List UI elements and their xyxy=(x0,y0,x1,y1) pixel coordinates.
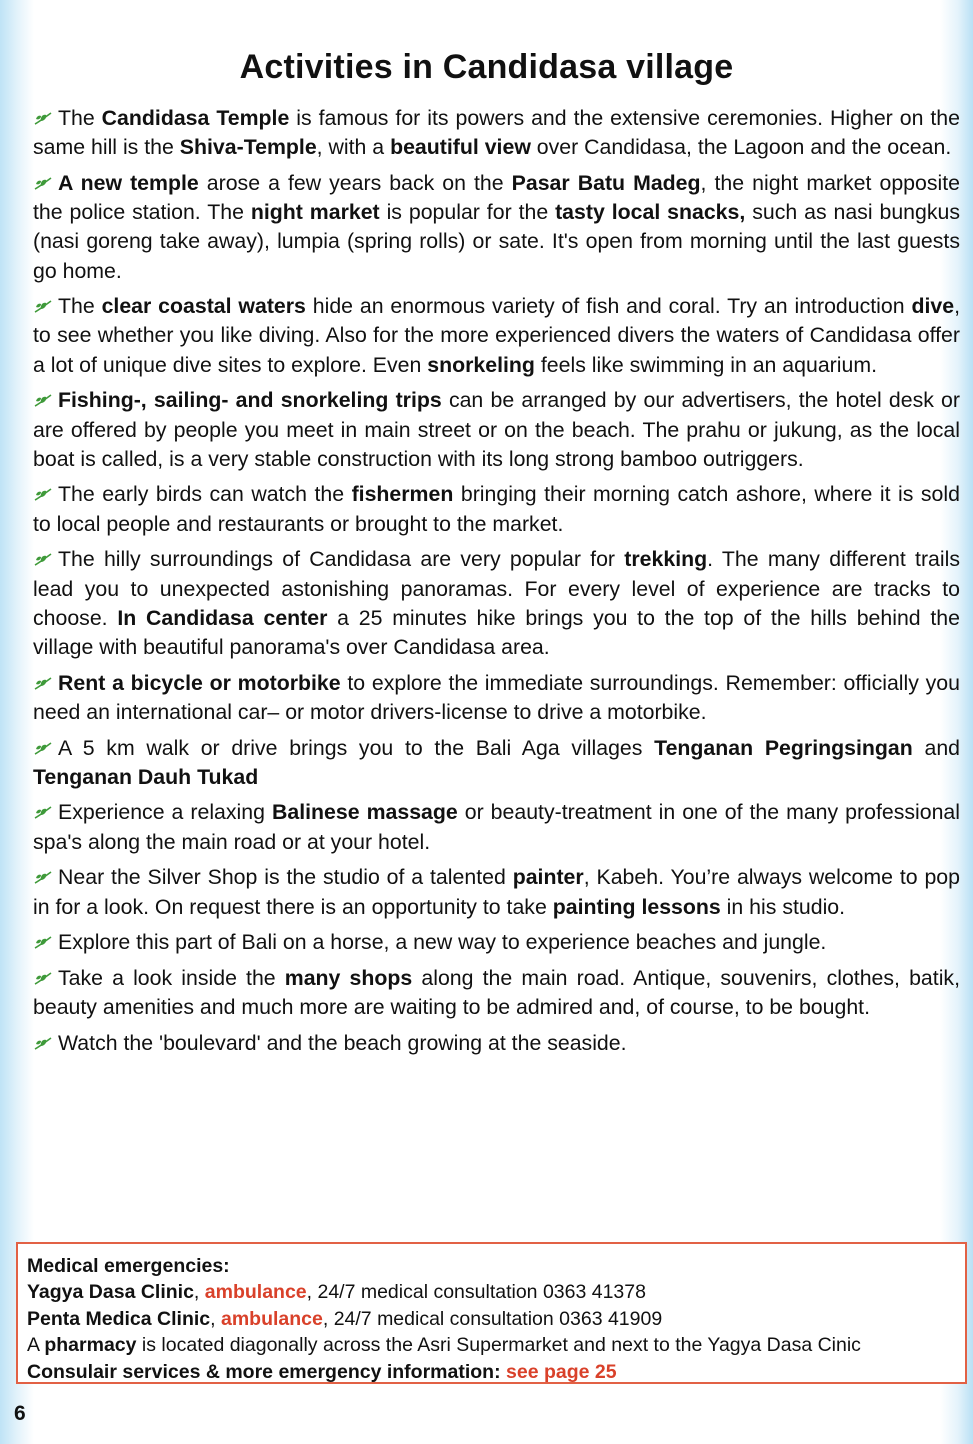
bold-text: Pasar Batu Madeg xyxy=(511,170,701,195)
green-leaf-bullet-icon xyxy=(33,392,53,408)
text-run: such as nasi bungkus (nasi goreng take away), lumpia (spring rolls) or sate. It's open from morning until the last guests go home. xyxy=(33,200,960,283)
text-run: is located diagonally across the Asri Supermarket and next to the Yagya Dasa Cinic xyxy=(136,1334,861,1357)
text-run: and xyxy=(912,735,961,760)
text-run: Near the Silver Shop is the studio of a talented xyxy=(58,865,513,890)
text-run: , xyxy=(210,1307,221,1330)
bold-text: A new temple xyxy=(58,170,199,195)
text-run: to explore the immediate surroundings. Remember: officially you need an international car– or motor drivers-license to drive a motorbike. xyxy=(33,670,960,724)
bold-text: pharmacy xyxy=(44,1334,137,1357)
bold-text: tasty local snacks, xyxy=(555,200,746,225)
text-run: along the main road. Antique, souvenirs, clothes, batik, beauty amenities and much more are waiting to be admired and, of course, to be bought. xyxy=(33,965,960,1020)
green-leaf-bullet-icon xyxy=(33,675,53,691)
bold-text: Balinese massage xyxy=(271,800,458,825)
highlight-text: ambulance xyxy=(204,1281,307,1304)
activity-item xyxy=(33,798,960,856)
bold-text: beautiful view xyxy=(390,135,531,160)
bold-text: painting lessons xyxy=(552,894,721,919)
medical-emergencies-box xyxy=(16,1242,967,1384)
green-leaf-bullet-icon xyxy=(33,934,53,950)
green-leaf-bullet-icon xyxy=(33,1035,53,1051)
highlight-text: see page 25 xyxy=(506,1360,617,1383)
bold-text: fishermen xyxy=(351,482,454,507)
green-leaf-bullet-icon xyxy=(33,551,53,567)
text-run: The early birds can watch the xyxy=(58,482,352,507)
green-leaf-bullet-icon xyxy=(33,740,53,756)
text-run: , the night market opposite the police station. The xyxy=(33,170,960,225)
activity-item xyxy=(33,1029,960,1058)
green-leaf-bullet-icon xyxy=(33,804,53,820)
text-run: is famous for its powers and the extensive ceremonies. Higher on the same hill is the xyxy=(33,106,960,160)
text-run: bringing their morning catch ashore, where it is sold to local people and restaurants or brought to the market. xyxy=(33,482,960,536)
text-run: hide an enormous variety of fish and coral. Try an introduction xyxy=(305,294,912,319)
bold-text: painter xyxy=(512,865,584,890)
bold-text: Rent a bicycle or motorbike xyxy=(58,670,341,695)
emergency-heading xyxy=(27,1253,965,1279)
text-run: A 5 km walk or drive brings you to the Bali Aga villages xyxy=(58,735,655,760)
text-run: , 24/7 medical consultation 0363 41909 xyxy=(322,1307,663,1330)
bold-text: Tenganan Pegringsingan xyxy=(654,735,913,760)
text-run: , xyxy=(193,1281,205,1304)
activity-item xyxy=(33,734,960,792)
text-run: Watch the 'boulevard' and the beach growing at the seaside. xyxy=(58,1030,627,1055)
activity-item xyxy=(33,928,960,957)
text-run: can be arranged by our advertisers, the hotel desk or are offered by people you meet in main street or on the beach. The prahu or jukung, as the local boat is called, is a very stable construction with its long strong bamboo outriggers. xyxy=(33,388,960,471)
text-run: A xyxy=(27,1334,45,1357)
highlight-text: ambulance xyxy=(220,1307,323,1330)
bold-text: Consulair services & more emergency information: xyxy=(27,1360,506,1383)
bold-text: night market xyxy=(250,200,380,225)
text-run: . The many different trails lead you to unexpected astonishing panoramas. For every level of experience are tracks to choose. xyxy=(33,547,960,630)
activity-item xyxy=(33,964,960,1022)
green-leaf-bullet-icon xyxy=(33,298,53,314)
bold-text: Medical emergencies: xyxy=(27,1255,230,1277)
bold-text: clear coastal waters xyxy=(101,294,306,319)
emergency-line xyxy=(27,1359,965,1385)
activity-item xyxy=(33,863,960,921)
text-run: , 24/7 medical consultation 0363 41378 xyxy=(306,1281,646,1304)
activity-item xyxy=(33,545,960,662)
bold-text: Shiva-Temple xyxy=(179,135,317,160)
activity-item xyxy=(33,104,960,162)
green-leaf-bullet-icon xyxy=(33,869,53,885)
text-run: The xyxy=(58,106,102,130)
text-run: over Candidasa, the Lagoon and the ocean. xyxy=(530,135,952,160)
emergency-line xyxy=(27,1306,965,1332)
text-run: arose a few years back on the xyxy=(198,170,512,195)
bold-text: In Candidasa center xyxy=(117,605,328,630)
activity-item xyxy=(33,169,960,286)
bold-text: dive xyxy=(911,294,955,319)
green-leaf-bullet-icon xyxy=(33,486,53,502)
activity-item xyxy=(33,386,960,474)
text-run: Experience a relaxing xyxy=(58,800,272,825)
activities-list xyxy=(33,104,960,1065)
green-leaf-bullet-icon xyxy=(33,175,53,191)
bold-text: Fishing-, sailing- and snorkeling trips xyxy=(58,388,442,413)
bold-text: Penta Medica Clinic xyxy=(27,1307,211,1330)
activity-item xyxy=(33,480,960,538)
bold-text: many shops xyxy=(284,965,413,990)
text-run: a 25 minutes hike brings you to the top of the hills behind the village with beautiful panorama's over Candidasa area. xyxy=(33,605,961,659)
bold-text: Candidasa Temple xyxy=(101,106,290,130)
green-leaf-bullet-icon xyxy=(33,110,53,126)
text-run: , with a xyxy=(316,135,391,160)
green-leaf-bullet-icon xyxy=(33,970,53,986)
activity-item xyxy=(33,292,960,380)
page-title: Activities in Candidasa village xyxy=(239,48,734,86)
text-run: Explore this part of Bali on a horse, a new way to experience beaches and jungle. xyxy=(58,930,827,955)
bold-text: Tenganan Dauh Tukad xyxy=(33,764,259,789)
text-run: feels like swimming in an aquarium. xyxy=(534,352,878,377)
text-run: The hilly surroundings of Candidasa are very popular for xyxy=(58,547,625,572)
emergency-line xyxy=(27,1279,965,1305)
text-run: , to see whether you like diving. Also for the more experienced divers the waters of Candidasa offer a lot of unique dive sites to explore. Even xyxy=(33,294,960,377)
text-run: in his studio. xyxy=(720,894,846,919)
page-number: 6 xyxy=(14,1402,26,1425)
emergency-line xyxy=(27,1332,965,1358)
activity-item xyxy=(33,669,960,727)
bold-text: snorkeling xyxy=(427,352,535,377)
bold-text: Yagya Dasa Clinic xyxy=(27,1281,194,1304)
text-run: is popular for the xyxy=(379,200,556,225)
bold-text: trekking xyxy=(624,547,708,572)
text-run: or beauty-treatment in one of the many professional spa's along the main road or at your hotel. xyxy=(33,800,961,854)
text-run: , Kabeh. You’re always welcome to pop in for a look. On request there is an opportunity to take xyxy=(33,865,960,919)
text-run: Take a look inside the xyxy=(58,965,285,990)
text-run: The xyxy=(58,294,102,319)
